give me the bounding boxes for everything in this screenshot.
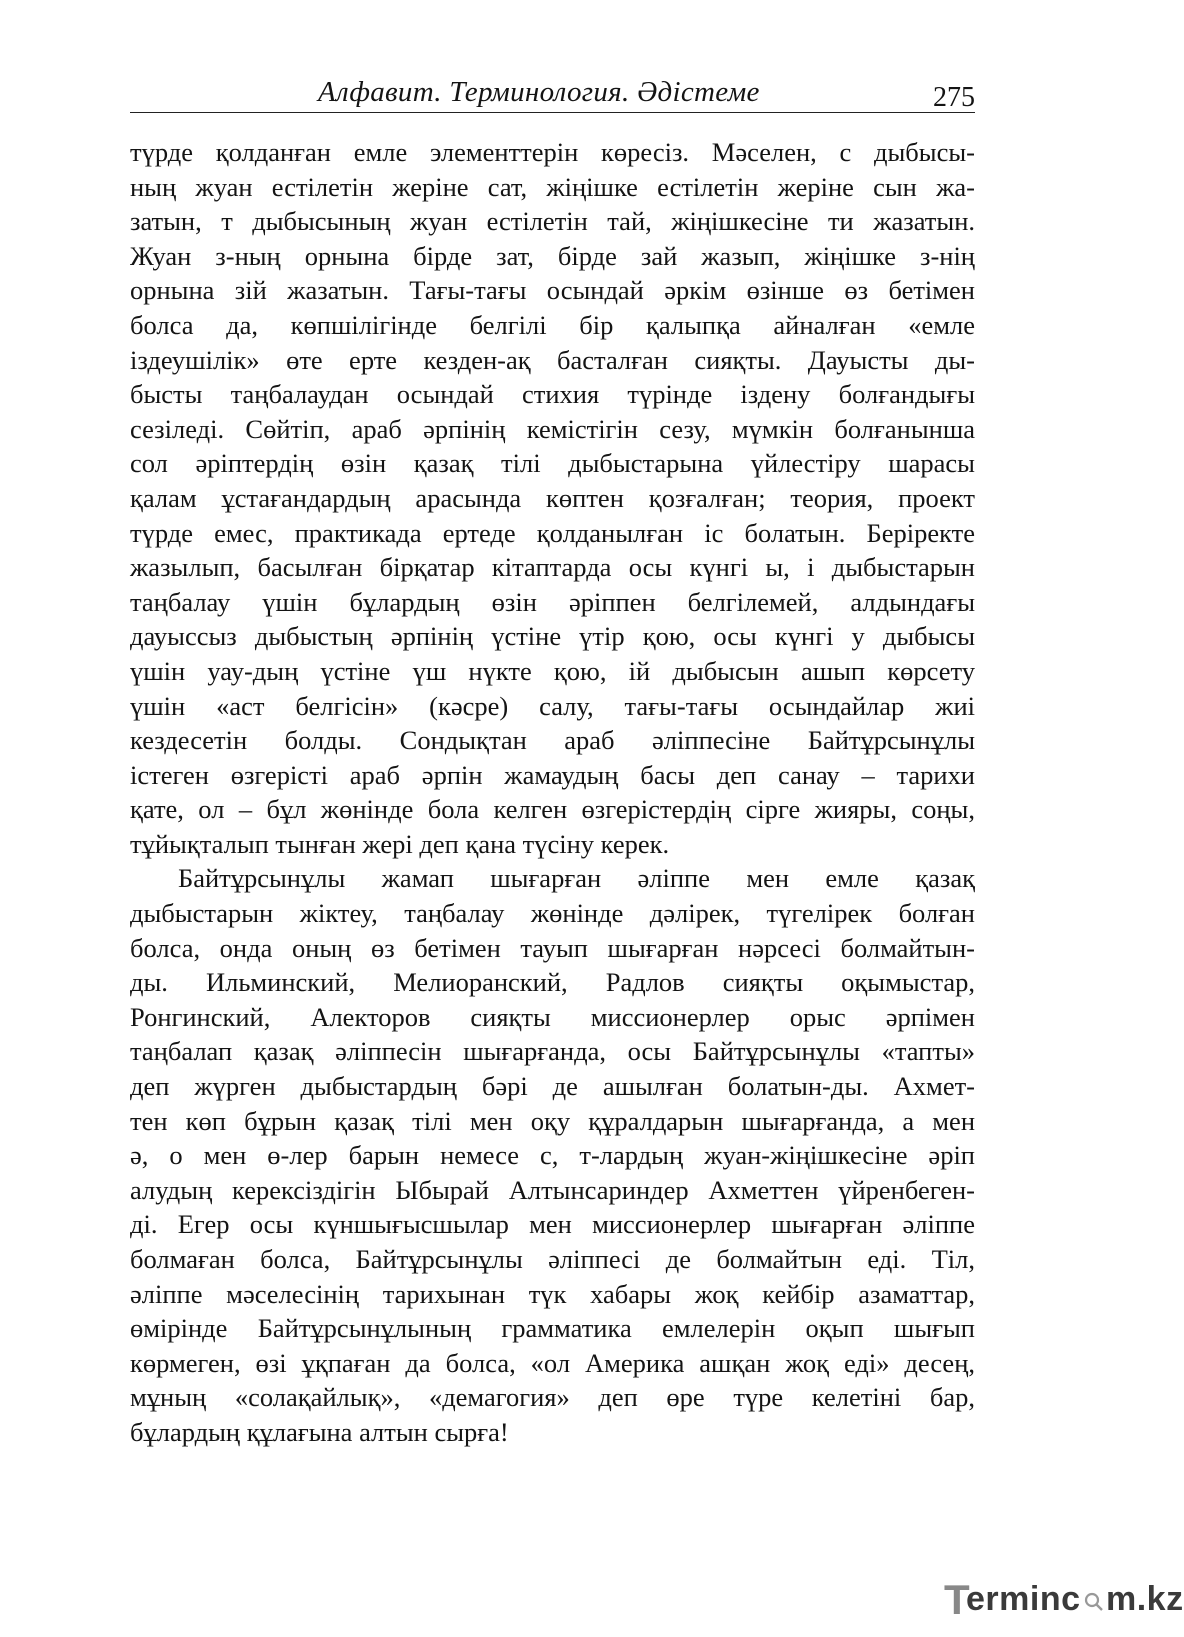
- text-line: болса да, көпшілігінде белгілі бір қалыпқа айналған «емле: [130, 309, 975, 340]
- text-line: затын, т дыбысының жуан естілетін тай, жіңішкесіне ти жазатын.: [130, 206, 975, 237]
- text-line: тұйықталып тынған жері деп қана түсіну керек.: [130, 828, 670, 859]
- text-line: орнына зій жазатын. Тағы-тағы осындай әркім өзінше өз бетімен: [130, 275, 975, 306]
- text-line: деп жүрген дыбыстардың бәрі де ашылған болатын-ды. Ахмет-: [130, 1071, 975, 1102]
- text-line: таңбалап қазақ әліппесін шығарғанда, осы Байтұрсынұлы «тапты»: [130, 1036, 975, 1067]
- text-line: Ронгинский, Алекторов сияқты миссионерлер орыс әрпімен: [130, 1001, 975, 1032]
- text-line: тен көп бұрын қазақ тілі мен оқу құралдарын шығарғанда, а мен: [130, 1105, 975, 1136]
- text-line: түрде қолданған емле элементтерін көресіз. Мәселен, с дыбысы-: [130, 137, 975, 167]
- text-line: ды. Ильминский, Мелиоранский, Радлов сияқты оқымыстар,: [130, 967, 975, 998]
- text-line: көрмеген, өзі ұқпаған да болса, «ол Америка ашқан жоқ еді» десең,: [130, 1347, 975, 1378]
- text-line: ді. Егер осы күншығысшылар мен миссионерлер шығарған әліппе: [130, 1209, 975, 1240]
- text-line: ның жуан естілетін жеріне сат, жіңішке естілетін жеріне сын жа-: [130, 171, 975, 202]
- text-line: алудың керексіздігін Ыбырай Алтынсариндер Ахметтен үйренбеген-: [130, 1174, 975, 1205]
- text-line: істеген өзгерісті араб әрпін жамаудың басы деп санау – тарихи: [130, 759, 975, 790]
- text-line: сезіледі. Сөйтіп, араб әрпінің кемістігін сезу, мүмкін болғанынша: [130, 413, 975, 444]
- text-line: өмірінде Байтұрсынұлының грамматика емлелерін оқып шығып: [130, 1313, 975, 1344]
- text-line: әліппе мәселесінің тарихынан түк хабары жоқ кейбір азаматтар,: [130, 1278, 975, 1309]
- text-line: қате, ол – бұл жөнінде бола келген өзгерістердің сірге жияры, соңы,: [130, 794, 975, 825]
- text-line: кездесетін болды. Сондықтан араб әліппесіне Байтұрсынұлы: [130, 725, 975, 756]
- text-line: бұлардың құлағына алтын сырға!: [130, 1416, 509, 1447]
- page-number: 275: [933, 82, 975, 113]
- text-line: түрде емес, практикада ертеде қолданылған іс болатын. Беріректе: [130, 517, 975, 548]
- text-line: сол әріптердің өзін қазақ тілі дыбыстарына үйлестіру шарасы: [130, 448, 975, 479]
- text-line: болмаған болса, Байтұрсынұлы әліппесі де болмайтын еді. Тіл,: [130, 1244, 975, 1274]
- text-column: [130, 135, 975, 1450]
- text-line: бысты таңбалаудан осындай стихия түрінде іздену болғандығы: [130, 379, 975, 410]
- site-watermark-logo: T erminc m.kz: [944, 1576, 1184, 1623]
- text-line: жазылып, басылған бірқатар кітаптарда осы күнгі ы, і дыбыстарын: [130, 552, 975, 583]
- text-line: іздеушілік» өте ерте кезден-ақ басталған сияқты. Дауысты ды-: [130, 344, 975, 375]
- text-line: Байтұрсынұлы жамап шығарған әліппе мен емле қазақ: [178, 863, 975, 894]
- text-line: мұның «солақайлық», «демагогия» деп өре түре келетіні бар,: [130, 1382, 975, 1413]
- header-title: Алфавит. Терминология. Әдістеме: [318, 76, 760, 108]
- running-header: [130, 74, 975, 113]
- page-body: [130, 135, 975, 1450]
- text-line: ә, о мен ө-лер барын немесе с, т-лардың жуан-жіңішкесіне әріп: [130, 1140, 975, 1171]
- text-line: дыбыстарын жіктеу, таңбалау жөнінде дәлірек, түгелірек болған: [130, 898, 975, 929]
- text-line: дауыссыз дыбыстың әрпінің үстіне үтір қою, осы күнгі у дыбысы: [130, 621, 975, 652]
- text-line: үшін «аст белгісін» (кәсре) салу, тағы-тағы осындайлар жиі: [130, 690, 975, 721]
- text-line: болса, онда оның өз бетімен тауып шығарған нәрсесі болмайтын-: [130, 932, 975, 963]
- text-line: үшін уау-дың үстіне үш нүкте қою, ій дыбысын ашып көрсету: [130, 655, 975, 686]
- text-line: Жуан з-ның орнына бірде зат, бірде зай жазып, жіңішке з-нің: [130, 240, 975, 271]
- magnifier-icon: [1084, 1592, 1104, 1612]
- text-line: таңбалау үшін бұлардың өзін әріппен белгілемей, алдындағы: [130, 586, 975, 617]
- text-line: қалам ұстағандардың арасында көптен қозғалған; теория, проект: [130, 482, 975, 513]
